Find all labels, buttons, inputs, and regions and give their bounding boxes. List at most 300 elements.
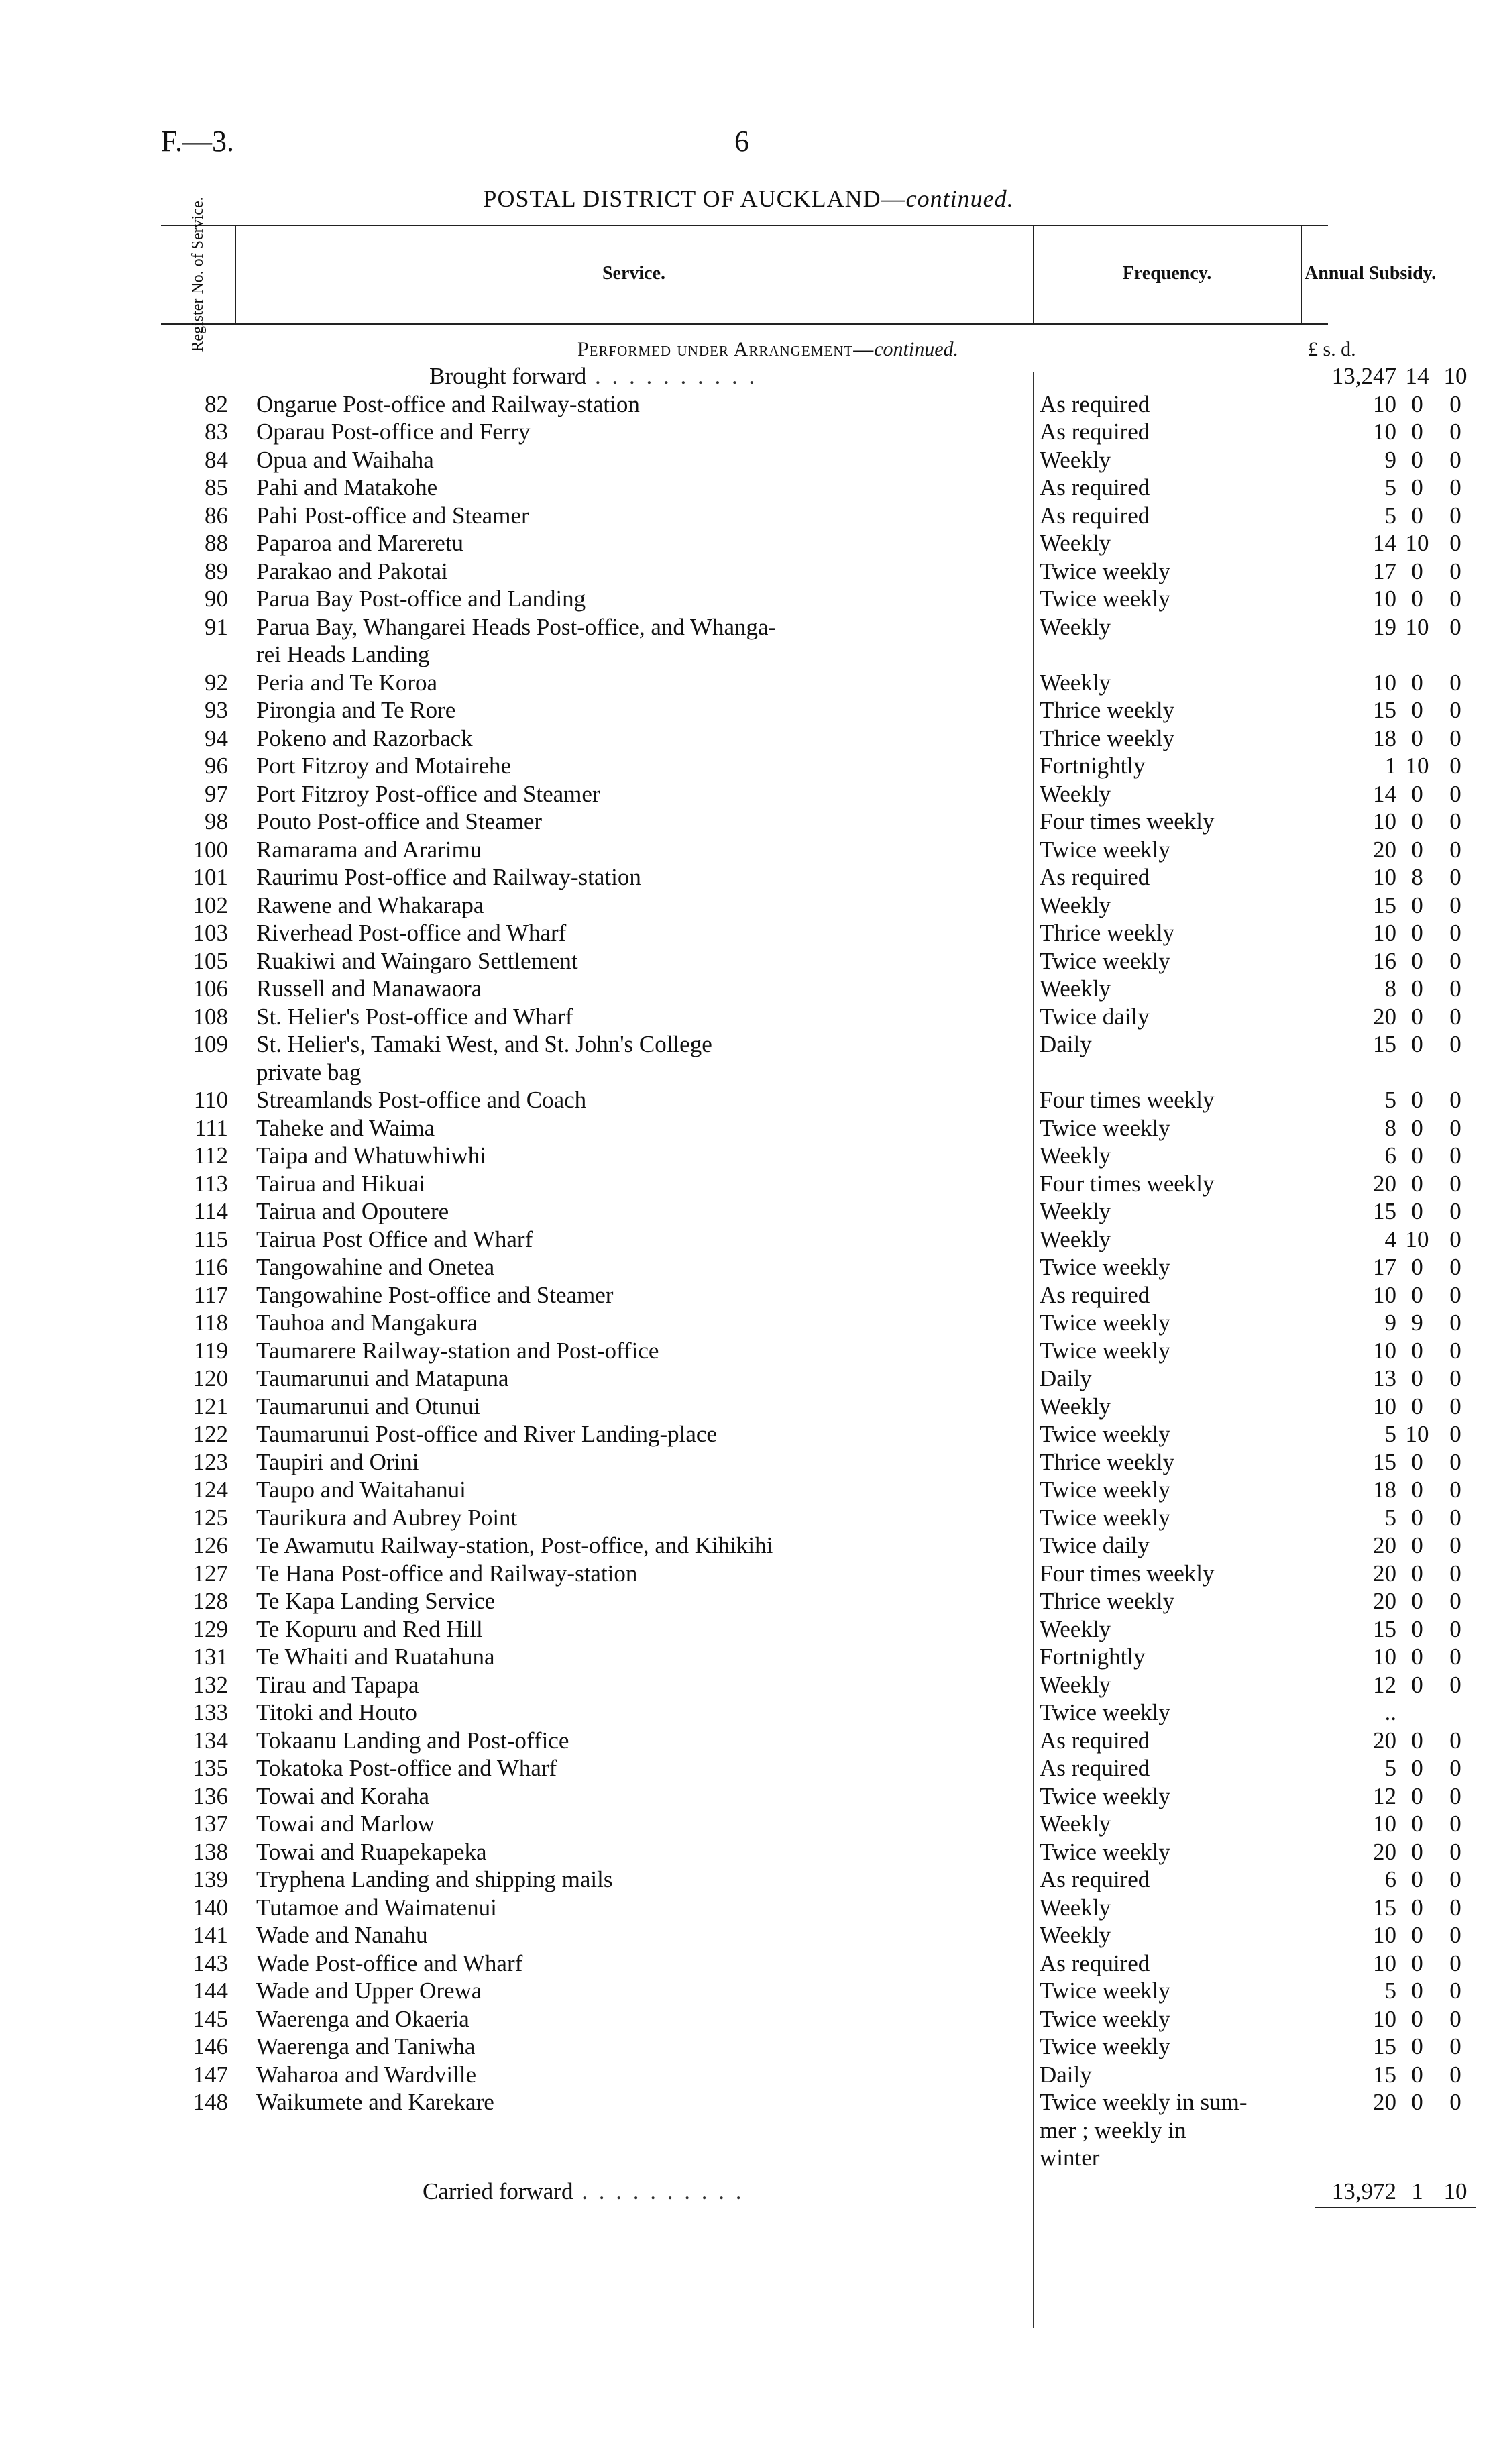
table-row: [161, 836, 1461, 864]
service-name: Pouto Post-office and Steamer: [256, 808, 543, 835]
subsidy-shillings: 0: [1411, 2089, 1423, 2115]
service-name: Taurikura and Aubrey Point: [256, 1504, 518, 1531]
subsidy-pence: 0: [1449, 1504, 1461, 1531]
subsidy-shillings: 0: [1411, 586, 1423, 612]
register-number: 105: [192, 947, 228, 974]
table-row: [161, 780, 1461, 808]
service-name: Pahi and Matakohe: [256, 474, 438, 500]
frequency: Twice weekly: [1040, 1699, 1170, 1725]
register-number: 86: [205, 502, 228, 529]
table-row: [161, 1226, 1461, 1254]
subsidy-pence: 0: [1449, 1142, 1461, 1169]
table-row: [161, 1866, 1461, 1894]
service-name: Tokaanu Landing and Post-office: [256, 1727, 569, 1754]
carried-forward-label: Carried forward: [423, 2178, 573, 2204]
service-name: Peria and Te Koroa: [256, 669, 438, 696]
subsidy-pence: 0: [1449, 1337, 1461, 1364]
subsidy-pence: 0: [1449, 1281, 1461, 1308]
table-row: [161, 1504, 1461, 1532]
subsidy-pounds: 5: [1384, 1504, 1396, 1531]
frequency: As required: [1040, 1866, 1150, 1892]
subsidy-pounds: 18: [1373, 725, 1396, 751]
brought-forward-row: Brought forward . . . . . . . . . . 13,247 14 10: [161, 362, 1328, 390]
register-number: 114: [193, 1198, 228, 1224]
frequency: Weekly: [1040, 1671, 1111, 1698]
register-number: 141: [192, 1922, 228, 1948]
subsidy-shillings: 0: [1411, 1811, 1423, 1837]
frequency: Weekly: [1040, 1226, 1111, 1252]
table-row: [161, 1894, 1461, 1922]
table-row: [161, 1727, 1461, 1755]
subsidy-pounds: 18: [1373, 1477, 1396, 1503]
subsidy-pounds: 10: [1373, 808, 1396, 835]
service-name: Taheke and Waima: [256, 1114, 435, 1141]
register-number: 140: [192, 1894, 228, 1921]
register-number: 143: [192, 1949, 228, 1976]
table-row: [161, 613, 1461, 641]
register-number: 115: [193, 1226, 228, 1252]
register-number: 110: [193, 1087, 228, 1113]
subsidy-pence: 0: [1449, 1782, 1461, 1809]
table-body: [161, 390, 1461, 2172]
frequency: Twice weekly: [1040, 1782, 1170, 1809]
subsidy-shillings: 0: [1411, 1031, 1423, 1057]
register-number: 118: [193, 1309, 228, 1336]
frequency: Daily: [1040, 1365, 1092, 1391]
subsidy-pence: 0: [1449, 808, 1461, 835]
table-row: [161, 1532, 1461, 1560]
subsidy-pence: 0: [1449, 1978, 1461, 2004]
subsidy-pence: 0: [1449, 1170, 1461, 1197]
table-row: [161, 1810, 1461, 1838]
subsidy-shillings: 8: [1411, 864, 1423, 890]
register-number: 122: [192, 1421, 228, 1447]
subsidy-pounds: 10: [1373, 1811, 1396, 1837]
service-name: Parakao and Pakotai: [256, 557, 448, 584]
register-number: 112: [193, 1142, 228, 1169]
frequency: Twice weekly: [1040, 2033, 1170, 2059]
service-name: Tairua Post Office and Wharf: [256, 1226, 533, 1252]
service-name: Titoki and Houto: [256, 1699, 417, 1725]
service-name: Tokatoka Post-office and Wharf: [256, 1755, 557, 1781]
register-number: 133: [192, 1699, 228, 1725]
frequency: Weekly: [1040, 1198, 1111, 1224]
service-name: Tutamoe and Waimatenui: [256, 1894, 497, 1921]
subsidy-pounds: 10: [1373, 920, 1396, 946]
frequency: Weekly: [1040, 1393, 1111, 1420]
subsidy-shillings: 10: [1405, 530, 1429, 556]
table-row: [161, 1114, 1461, 1142]
subsidy-pence: 0: [1449, 1615, 1461, 1642]
subsidy-pence: 0: [1449, 1087, 1461, 1113]
subsidy-pounds: 5: [1384, 1421, 1396, 1447]
frequency: Thrice weekly: [1040, 1448, 1175, 1475]
frequency: Weekly: [1040, 613, 1111, 640]
service-name: Streamlands Post-office and Coach: [256, 1087, 587, 1113]
subsidy-pounds: 10: [1373, 864, 1396, 890]
table-row: [161, 1393, 1461, 1421]
frequency: Four times weekly: [1040, 1170, 1215, 1197]
frequency: Daily: [1040, 1031, 1092, 1057]
register-number: 88: [205, 530, 228, 556]
register-number: 102: [192, 892, 228, 918]
service-name: Taupo and Waitahanui: [256, 1477, 466, 1503]
subsidy-pence: 0: [1449, 1477, 1461, 1503]
frequency: Weekly: [1040, 892, 1111, 918]
table-row: [161, 390, 1461, 419]
service-name: Taumarunui and Matapuna: [256, 1365, 509, 1391]
subsidy-shillings: 10: [1405, 1226, 1429, 1252]
subsidy-pence: 0: [1449, 1894, 1461, 1921]
frequency: Fortnightly: [1040, 1644, 1146, 1670]
subsidy-shillings: 0: [1411, 892, 1423, 918]
subsidy-pence: 0: [1449, 864, 1461, 890]
subsidy-pence: 0: [1449, 2089, 1461, 2115]
subsidy-pounds: 20: [1373, 1727, 1396, 1754]
frequency: As required: [1040, 1281, 1150, 1308]
subsidy-shillings: 0: [1411, 2005, 1423, 2032]
subsidy-shillings: 0: [1411, 1532, 1423, 1558]
frequency: Thrice weekly: [1040, 725, 1175, 751]
service-name: Te Awamutu Railway-station, Post-office, and Kihikihi: [256, 1532, 773, 1558]
subsidy-pence: 0: [1449, 1448, 1461, 1475]
table-row: [161, 1059, 1328, 1087]
subsidy-pence: 0: [1449, 530, 1461, 556]
subsidy-shillings: 0: [1411, 947, 1423, 974]
subsidy-pounds: 6: [1384, 1866, 1396, 1892]
service-name: Te Hana Post-office and Railway-station: [256, 1560, 638, 1587]
subsidy-pence: 0: [1449, 1003, 1461, 1030]
subsidy-pence: 0: [1449, 557, 1461, 584]
subsidy-pounds: 8: [1384, 975, 1396, 1002]
service-name: Tauhoa and Mangakura: [256, 1309, 478, 1336]
subsidy-pence: 0: [1449, 975, 1461, 1002]
table-row: [161, 1754, 1461, 1782]
table-row: [161, 1253, 1461, 1281]
frequency: Weekly: [1040, 1811, 1111, 1837]
frequency: Twice weekly: [1040, 1254, 1170, 1280]
subsidy-pounds: 5: [1384, 1755, 1396, 1781]
subsidy-shillings: 0: [1411, 557, 1423, 584]
frequency: As required: [1040, 502, 1150, 529]
table-row: [161, 446, 1461, 474]
subsidy-pounds: 5: [1384, 1087, 1396, 1113]
service-name: Pahi Post-office and Steamer: [256, 502, 529, 529]
subsidy-shillings: 0: [1411, 1365, 1423, 1391]
subsidy-pounds: 10: [1373, 586, 1396, 612]
table-row: [161, 863, 1461, 892]
table-row: [161, 1838, 1461, 1866]
subsidy-pounds: 15: [1373, 892, 1396, 918]
register-number: 144: [192, 1978, 228, 2004]
carried-forward-row: Carried forward . . . . . . . . . . 13,972 1 10: [161, 2178, 1328, 2206]
table-row: [161, 1170, 1461, 1198]
subsidy-pence: 0: [1449, 780, 1461, 807]
col-service-header: Service.: [602, 263, 666, 284]
service-name: Port Fitzroy and Motairehe: [256, 753, 512, 779]
subsidy-pence: 0: [1449, 1811, 1461, 1837]
register-number: 134: [192, 1727, 228, 1754]
subsidy-pounds: 6: [1384, 1142, 1396, 1169]
subsidy-pounds: 16: [1373, 947, 1396, 974]
subsidy-pence: 0: [1449, 1114, 1461, 1141]
subsidy-pounds: 5: [1384, 1978, 1396, 2004]
table-row: [161, 752, 1461, 780]
subsidy-pence: 0: [1449, 1866, 1461, 1892]
service-name: Rawene and Whakarapa: [256, 892, 484, 918]
table-row: [161, 1003, 1461, 1031]
table-row: [161, 1921, 1461, 1949]
subsidy-shillings: 0: [1411, 780, 1423, 807]
subsidy-pence: 0: [1449, 1031, 1461, 1057]
table-row: [161, 2117, 1328, 2145]
subsidy-pence: 0: [1449, 2033, 1461, 2059]
subsidy-shillings: 0: [1411, 1477, 1423, 1503]
subsidy-pounds: 15: [1373, 1894, 1396, 1921]
frequency: Weekly: [1040, 1615, 1111, 1642]
table-row: [161, 2005, 1461, 2033]
subsidy-pence: 0: [1449, 892, 1461, 918]
subsidy-pence: 0: [1449, 1644, 1461, 1670]
register-number: 146: [192, 2033, 228, 2059]
subsidy-shillings: 0: [1411, 808, 1423, 835]
subsidy-shillings: 0: [1411, 1448, 1423, 1475]
subsidy-shillings: 0: [1411, 975, 1423, 1002]
subsidy-pounds: 15: [1373, 1448, 1396, 1475]
subsidy-shillings: 0: [1411, 1894, 1423, 1921]
currency-units: £ s. d.: [1308, 338, 1356, 360]
subsidy-shillings: 0: [1411, 1782, 1423, 1809]
subsidy-pence: 0: [1449, 1421, 1461, 1447]
subsidy-shillings: 10: [1405, 613, 1429, 640]
subsidy-pounds: 17: [1373, 557, 1396, 584]
subsidy-shillings: 0: [1411, 725, 1423, 751]
frequency: As required: [1040, 1755, 1150, 1781]
frequency: As required: [1040, 419, 1150, 445]
service-name: Towai and Marlow: [256, 1811, 435, 1837]
table-row: [161, 1476, 1461, 1504]
subsidy-pounds: 15: [1373, 1198, 1396, 1224]
subsidy-shillings: 0: [1411, 1142, 1423, 1169]
table-row: [161, 725, 1461, 753]
table-row: [161, 1643, 1461, 1671]
frequency: Weekly: [1040, 1922, 1111, 1948]
frequency: Weekly: [1040, 780, 1111, 807]
subsidy-shillings: 0: [1411, 390, 1423, 417]
page-title: [0, 184, 1497, 213]
register-number: 116: [193, 1254, 228, 1280]
frequency: Weekly: [1040, 975, 1111, 1002]
subsidy-pence: 0: [1449, 390, 1461, 417]
subsidy-pence: 0: [1449, 1560, 1461, 1587]
subsidy-shillings: 0: [1411, 1087, 1423, 1113]
subsidy-pounds: 20: [1373, 836, 1396, 863]
subsidy-pounds: 10: [1373, 1281, 1396, 1308]
table-row: [161, 1142, 1461, 1170]
subsidy-shillings: 0: [1411, 1281, 1423, 1308]
frequency: As required: [1040, 864, 1150, 890]
service-name: Te Kopuru and Red Hill: [256, 1615, 483, 1642]
register-number: 132: [192, 1671, 228, 1698]
frequency: mer ; weekly in: [1040, 2117, 1186, 2143]
frequency: Twice weekly in sum-: [1040, 2089, 1248, 2115]
frequency: winter: [1040, 2145, 1100, 2171]
frequency: Twice daily: [1040, 1532, 1150, 1558]
register-number: 84: [205, 446, 228, 473]
subsidy-shillings: 0: [1411, 1198, 1423, 1224]
table-row: [161, 641, 1328, 669]
subsidy-pounds: 19: [1373, 613, 1396, 640]
subsidy-pounds: 20: [1373, 2089, 1396, 2115]
subsidy-shillings: 0: [1411, 1588, 1423, 1614]
table-row: [161, 1615, 1461, 1644]
subsidy-shillings: 0: [1411, 1727, 1423, 1754]
subsidy-shillings: 0: [1411, 1838, 1423, 1865]
table-row: [161, 975, 1461, 1003]
brought-forward-label: Brought forward: [429, 363, 587, 389]
subsidy-shillings: 0: [1411, 1755, 1423, 1781]
subsidy-shillings: 0: [1411, 419, 1423, 445]
service-name: Waikumete and Karekare: [256, 2089, 494, 2115]
subsidy-pence: 0: [1449, 2005, 1461, 2032]
subsidy-pence: 0: [1449, 2061, 1461, 2088]
subsidy-pence: 0: [1449, 586, 1461, 612]
subsidy-shillings: 0: [1411, 669, 1423, 696]
service-name: Tangowahine Post-office and Steamer: [256, 1281, 614, 1308]
subsidy-pence: 0: [1449, 1254, 1461, 1280]
subsidy-shillings: 0: [1411, 1949, 1423, 1976]
table-row: [161, 1587, 1461, 1615]
table-row: [161, 474, 1461, 502]
table-row: [161, 2033, 1461, 2061]
subsidy-shillings: 0: [1411, 920, 1423, 946]
service-name: St. Helier's Post-office and Wharf: [256, 1003, 573, 1030]
table-row: [161, 1699, 1396, 1727]
subsidy-pounds: 14: [1373, 530, 1396, 556]
service-name: Tairua and Hikuai: [256, 1170, 426, 1197]
total-rule: [1315, 2207, 1476, 2208]
subsidy-pence: 0: [1449, 1365, 1461, 1391]
service-name: Wade Post-office and Wharf: [256, 1949, 523, 1976]
service-name: Opua and Waihaha: [256, 446, 434, 473]
subsidy-shillings: 0: [1411, 502, 1423, 529]
subsidy-shillings: 10: [1405, 1421, 1429, 1447]
frequency: Weekly: [1040, 1142, 1111, 1169]
table-row: [161, 892, 1461, 920]
service-name: Waharoa and Wardville: [256, 2061, 477, 2088]
service-name: Taumarunui Post-office and River Landing-place: [256, 1421, 717, 1447]
register-number: 148: [192, 2089, 228, 2115]
frequency: Twice weekly: [1040, 1309, 1170, 1336]
service-name: Parua Bay Post-office and Landing: [256, 586, 586, 612]
subsidy-pence: 0: [1449, 419, 1461, 445]
service-name: Parua Bay, Whangarei Heads Post-office, and Whanga-: [256, 613, 777, 640]
subsidy-shillings: 0: [1411, 1644, 1423, 1670]
subsidy-pounds: 12: [1373, 1782, 1396, 1809]
subsidy-pounds: 12: [1373, 1671, 1396, 1698]
register-number: 108: [192, 1003, 228, 1030]
subsidy-pounds: 15: [1373, 2061, 1396, 2088]
frequency: Thrice weekly: [1040, 1588, 1175, 1614]
service-name: private bag: [256, 1059, 362, 1085]
table-row: [161, 1337, 1461, 1365]
service-name: Riverhead Post-office and Wharf: [256, 920, 567, 946]
table-row: [161, 1671, 1461, 1699]
table-row: [161, 585, 1461, 613]
register-number: 83: [205, 419, 228, 445]
subsidy-pence: 0: [1449, 836, 1461, 863]
table-row: [161, 557, 1461, 586]
register-number: 126: [192, 1532, 228, 1558]
service-name: Wade and Nanahu: [256, 1922, 428, 1948]
subsidy-shillings: 0: [1411, 1978, 1423, 2004]
register-number: 129: [192, 1615, 228, 1642]
frequency: As required: [1040, 474, 1150, 500]
subsidy-shillings: 0: [1411, 1254, 1423, 1280]
subsidy-pounds: 10: [1373, 1922, 1396, 1948]
frequency: Twice weekly: [1040, 1838, 1170, 1865]
subsidy-pence: 0: [1449, 753, 1461, 779]
subsidy-shillings: 0: [1411, 1671, 1423, 1698]
frequency: Twice weekly: [1040, 1114, 1170, 1141]
register-number: 131: [192, 1644, 228, 1670]
register-number: 138: [192, 1838, 228, 1865]
service-name: Pirongia and Te Rore: [256, 697, 456, 723]
frequency: As required: [1040, 1949, 1150, 1976]
subsidy-pounds: 20: [1373, 1838, 1396, 1865]
subsidy-pounds: 9: [1384, 446, 1396, 473]
table-row: [161, 418, 1461, 446]
subsidy-pounds: 10: [1373, 1393, 1396, 1420]
service-name: Tairua and Opoutere: [256, 1198, 449, 1224]
register-number: 147: [192, 2061, 228, 2088]
service-name: Towai and Ruapekapeka: [256, 1838, 487, 1865]
subsidy-pounds: 20: [1373, 1560, 1396, 1587]
subsidy-pence: 0: [1449, 502, 1461, 529]
register-number: 121: [192, 1393, 228, 1420]
register-number: 109: [192, 1031, 228, 1057]
carried-forward-pence: 10: [1443, 2178, 1467, 2204]
table-row: [161, 1030, 1461, 1059]
subsidy-pounds: 10: [1373, 669, 1396, 696]
subsidy-pence: 0: [1449, 446, 1461, 473]
service-name: Taumarunui and Otunui: [256, 1393, 480, 1420]
register-number: 145: [192, 2005, 228, 2032]
subsidy-pounds: 9: [1384, 1309, 1396, 1336]
subsidy-pounds: 20: [1373, 1003, 1396, 1030]
subsidy-shillings: 0: [1411, 1504, 1423, 1531]
carried-forward-pounds: 13,972: [1331, 2178, 1396, 2204]
subsidy-shillings: 0: [1411, 1337, 1423, 1364]
table-row: [161, 2144, 1328, 2172]
service-name: Te Whaiti and Ruatahuna: [256, 1644, 495, 1670]
service-name: Port Fitzroy Post-office and Steamer: [256, 780, 600, 807]
table-row: [161, 2088, 1461, 2117]
frequency: Twice weekly: [1040, 947, 1170, 974]
subsidy-pounds: 17: [1373, 1254, 1396, 1280]
subsidy-shillings: 0: [1411, 2033, 1423, 2059]
register-number: 93: [205, 697, 228, 723]
subsidy-pounds: 10: [1373, 390, 1396, 417]
frequency: Twice weekly: [1040, 557, 1170, 584]
table-row: [161, 947, 1461, 975]
register-number: 137: [192, 1811, 228, 1837]
subsidy-pence: 0: [1449, 1198, 1461, 1224]
subsidy-pence: 0: [1449, 613, 1461, 640]
section-title-italic: continued.: [874, 338, 959, 360]
subsidy-pence: 0: [1449, 1226, 1461, 1252]
subsidy-pence: 0: [1449, 725, 1461, 751]
